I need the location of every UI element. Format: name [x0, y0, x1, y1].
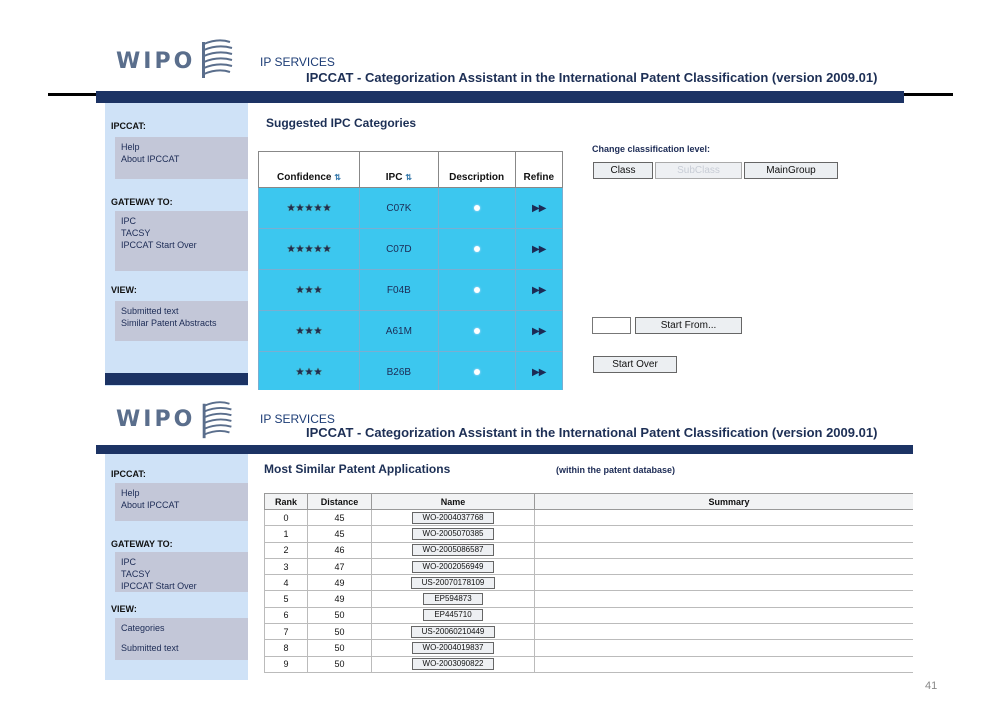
distance-cell: 45: [308, 510, 372, 526]
sidebar-group-gateway: [115, 552, 248, 592]
col-rank: Rank: [265, 494, 308, 510]
patent-name-button[interactable]: WO-2004019837: [412, 642, 495, 654]
suggested-categories-heading: Suggested IPC Categories: [266, 116, 417, 130]
start-from-button[interactable]: Start From...: [635, 317, 742, 334]
slide-number: 41: [925, 680, 938, 692]
table-row: [259, 311, 563, 352]
sidebar-heading-gateway: GATEWAY TO:: [111, 539, 173, 549]
header: [96, 30, 904, 92]
summary-cell: [535, 640, 914, 656]
distance-cell: 47: [308, 558, 372, 574]
sidebar-item-help[interactable]: Help: [121, 488, 140, 498]
distance-cell: 50: [308, 656, 372, 672]
patent-name-button[interactable]: US-20070178109: [411, 577, 496, 589]
confidence-stars: ★★★★★: [259, 229, 360, 270]
summary-cell: [535, 656, 914, 672]
table-row: [265, 656, 914, 672]
page-title: IPCCAT - Categorization Assistant in the International Patent Classification (version 2009.01): [306, 425, 878, 440]
rank-cell: 5: [265, 591, 308, 607]
name-cell: [372, 656, 535, 672]
sidebar-heading-ipccat: IPCCAT:: [111, 121, 146, 131]
class-button[interactable]: Class: [593, 162, 653, 179]
sidebar-item-about[interactable]: About IPCCAT: [121, 500, 180, 510]
description-cell: [438, 311, 515, 352]
confidence-stars: ★★★: [259, 352, 360, 391]
confidence-stars: ★★★: [259, 270, 360, 311]
sidebar-item-help[interactable]: Help: [121, 142, 140, 152]
refine-icon[interactable]: ▶▶: [515, 352, 563, 391]
sort-icon[interactable]: ⇅: [334, 173, 341, 182]
wipo-globe-icon: [202, 398, 234, 442]
sidebar-item-tacsy[interactable]: TACSY: [121, 228, 151, 238]
sidebar-group-gateway: [115, 211, 248, 271]
sort-icon[interactable]: ⇅: [405, 173, 412, 182]
summary-cell: [535, 510, 914, 526]
rank-cell: 9: [265, 656, 308, 672]
suggestions-table: [258, 151, 563, 390]
col-refine: Refine: [515, 152, 563, 188]
rank-cell: 0: [265, 510, 308, 526]
name-cell: [372, 526, 535, 542]
patent-name-button[interactable]: EP445710: [423, 609, 482, 621]
distance-cell: 46: [308, 542, 372, 558]
subclass-button[interactable]: SubClass: [655, 162, 742, 179]
rank-cell: 2: [265, 542, 308, 558]
sidebar-item-tacsy[interactable]: TACSY: [121, 569, 151, 579]
col-confidence[interactable]: Confidence ⇅: [259, 152, 360, 188]
name-cell: [372, 510, 535, 526]
refine-icon[interactable]: ▶▶: [515, 270, 563, 311]
sidebar-heading-ipccat: IPCCAT:: [111, 469, 146, 479]
summary-cell: [535, 591, 914, 607]
sidebar-heading-view: VIEW:: [111, 285, 137, 295]
refine-icon[interactable]: ▶▶: [515, 188, 563, 229]
sidebar-item-submitted-text[interactable]: Submitted text: [121, 643, 179, 653]
sidebar: [105, 454, 248, 680]
sidebar-item-submitted-text[interactable]: Submitted text: [121, 306, 179, 316]
sidebar-group-view: [115, 618, 248, 660]
summary-cell: [535, 542, 914, 558]
patent-name-button[interactable]: US-20060210449: [411, 626, 496, 638]
ipc-code[interactable]: B26B: [359, 352, 438, 391]
header-bar: [96, 445, 913, 454]
maingroup-button[interactable]: MainGroup: [744, 162, 838, 179]
similar-applications-table: [264, 493, 913, 673]
lightbulb-icon[interactable]: [474, 328, 480, 334]
name-cell: [372, 542, 535, 558]
patent-name-button[interactable]: WO-2005086587: [412, 544, 495, 556]
summary-cell: [535, 558, 914, 574]
table-row: [265, 558, 914, 574]
sidebar-heading-view: VIEW:: [111, 604, 137, 614]
table-row: [265, 575, 914, 591]
ipccat-suggestions-screen: [96, 30, 904, 390]
name-cell: [372, 624, 535, 640]
summary-cell: [535, 526, 914, 542]
rank-cell: 8: [265, 640, 308, 656]
patent-name-button[interactable]: WO-2005070385: [412, 528, 495, 540]
refine-icon[interactable]: ▶▶: [515, 229, 563, 270]
sidebar-group-view: [115, 301, 248, 341]
name-cell: [372, 640, 535, 656]
wipo-logo: WIPO: [116, 49, 196, 74]
name-cell: [372, 591, 535, 607]
classification-level-label: Change classification level:: [592, 144, 711, 154]
distance-cell: 50: [308, 607, 372, 623]
distance-cell: 49: [308, 591, 372, 607]
rank-cell: 6: [265, 607, 308, 623]
sidebar: [105, 103, 248, 386]
rank-cell: 4: [265, 575, 308, 591]
refine-icon[interactable]: ▶▶: [515, 311, 563, 352]
rank-cell: 1: [265, 526, 308, 542]
name-cell: [372, 575, 535, 591]
name-cell: [372, 607, 535, 623]
distance-cell: 45: [308, 526, 372, 542]
ipccat-similar-screen: [96, 395, 913, 680]
col-description: Description: [438, 152, 515, 188]
sidebar-item-start-over[interactable]: IPCCAT Start Over: [121, 240, 197, 250]
ip-services-label: IP SERVICES: [260, 412, 335, 426]
table-row: [265, 640, 914, 656]
wipo-globe-icon: [202, 36, 234, 82]
confidence-stars: ★★★★★: [259, 188, 360, 229]
table-row: [259, 352, 563, 391]
confidence-stars: ★★★: [259, 311, 360, 352]
ipc-code[interactable]: F04B: [359, 270, 438, 311]
header-bar: [96, 91, 904, 103]
table-row: [259, 229, 563, 270]
ipc-code[interactable]: A61M: [359, 311, 438, 352]
patent-name-button[interactable]: WO-2004037768: [412, 512, 495, 524]
table-row: [265, 624, 914, 640]
sidebar-footer-bar: [105, 373, 248, 385]
header: [96, 395, 913, 445]
rank-cell: 7: [265, 624, 308, 640]
sidebar-item-ipc[interactable]: IPC: [121, 557, 137, 567]
lightbulb-icon[interactable]: [474, 369, 480, 375]
sidebar-item-about[interactable]: About IPCCAT: [121, 154, 180, 164]
sidebar-group-ipccat: [115, 137, 248, 179]
table-row: [265, 542, 914, 558]
col-summary: Summary: [535, 494, 914, 510]
table-row: [259, 188, 563, 229]
description-cell: [438, 270, 515, 311]
patent-name-button[interactable]: WO-2002056949: [412, 561, 495, 573]
distance-cell: 49: [308, 575, 372, 591]
sidebar-heading-gateway: GATEWAY TO:: [111, 197, 173, 207]
summary-cell: [535, 575, 914, 591]
rank-cell: 3: [265, 558, 308, 574]
lightbulb-icon[interactable]: [474, 246, 480, 252]
description-cell: [438, 352, 515, 391]
summary-cell: [535, 607, 914, 623]
lightbulb-icon[interactable]: [474, 287, 480, 293]
table-row: [265, 510, 914, 526]
summary-cell: [535, 624, 914, 640]
col-distance: Distance: [308, 494, 372, 510]
table-row: [265, 591, 914, 607]
sidebar-item-categories[interactable]: Categories: [121, 623, 165, 633]
sidebar-group-ipccat: [115, 483, 248, 521]
wipo-logo: WIPO: [116, 407, 196, 432]
start-from-input[interactable]: [592, 317, 631, 334]
page-title: IPCCAT - Categorization Assistant in the International Patent Classification (version 2009.01): [306, 70, 878, 85]
patent-name-button[interactable]: WO-2003090822: [412, 658, 495, 670]
table-row: [265, 607, 914, 623]
database-note: (within the patent database): [556, 465, 676, 475]
sidebar-item-similar-abstracts[interactable]: Similar Patent Abstracts: [121, 318, 217, 328]
ipc-code[interactable]: C07K: [359, 188, 438, 229]
col-ipc[interactable]: IPC ⇅: [359, 152, 438, 188]
similar-applications-heading: Most Similar Patent Applications: [264, 462, 451, 476]
col-name: Name: [372, 494, 535, 510]
slide-divider-right: [903, 93, 953, 96]
description-cell: [438, 188, 515, 229]
slide-divider-left: [48, 93, 98, 96]
name-cell: [372, 558, 535, 574]
table-row: [265, 526, 914, 542]
sidebar-item-start-over[interactable]: IPCCAT Start Over: [121, 581, 197, 591]
ip-services-label: IP SERVICES: [260, 55, 335, 69]
lightbulb-icon[interactable]: [474, 205, 480, 211]
distance-cell: 50: [308, 640, 372, 656]
patent-name-button[interactable]: EP594873: [423, 593, 482, 605]
sidebar-item-ipc[interactable]: IPC: [121, 216, 137, 226]
distance-cell: 50: [308, 624, 372, 640]
ipc-code[interactable]: C07D: [359, 229, 438, 270]
table-row: [259, 270, 563, 311]
description-cell: [438, 229, 515, 270]
start-over-button[interactable]: Start Over: [593, 356, 677, 373]
